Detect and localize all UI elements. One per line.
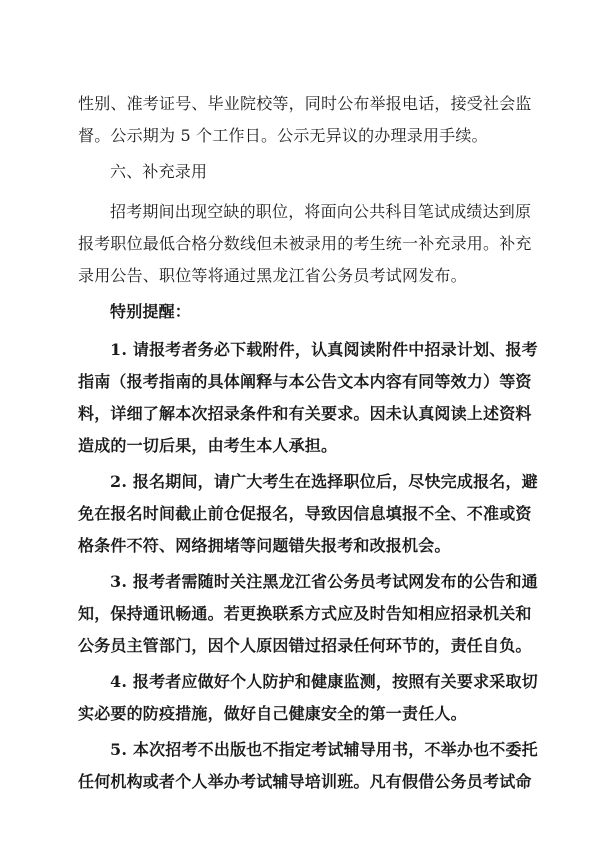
reminder-heading: 特别提醒： (110, 302, 192, 321)
reminder-item-line: 实必要的防疫措施，做好自己健康安全的第一责任人。 (78, 704, 467, 723)
reminder-item-line: 公务员主管部门，因个人原因错过招录任何环节的，责任自负。 (78, 636, 532, 655)
paragraph-line: 录用公告、职位等将通过黑龙江省公务员考试网发布。 (78, 266, 467, 285)
reminder-item-line: 料，详细了解本次招录条件和有关要求。因未认真阅读上述资料 (78, 404, 532, 423)
reminder-item-line: 3. 报考者需随时关注黑龙江省公务员考试网发布的公告和通 (110, 572, 538, 591)
section-heading: 六、补充录用 (110, 162, 208, 181)
paragraph-line: 督。公示期为 5 个工作日。公示无异议的办理录用手续。 (78, 126, 488, 145)
reminder-item-line: 知，保持通讯畅通。若更换联系方式应及时告知相应招录机关和 (78, 604, 532, 623)
reminder-item-line: 造成的一切后果，由考生本人承担。 (78, 436, 338, 455)
reminder-item-line: 免在报名时间截止前仓促报名，导致因信息填报不全、不准或资 (78, 504, 532, 523)
reminder-item-line: 4. 报考者应做好个人防护和健康监测，按照有关要求采取切 (110, 672, 538, 691)
paragraph-line: 招考期间出现空缺的职位，将面向公共科目笔试成绩达到原 (110, 202, 532, 221)
paragraph-line: 性别、准考证号、毕业院校等，同时公布举报电话，接受社会监 (78, 94, 532, 113)
reminder-item-line: 任何机构或者个人举办考试辅导培训班。凡有假借公务员考试命 (78, 772, 532, 791)
reminder-item-line: 指南（报考指南的具体阐释与本公告文本内容有同等效力）等资 (78, 372, 532, 391)
reminder-item-line: 2. 报名期间，请广大考生在选择职位后，尽快完成报名，避 (110, 472, 538, 491)
paragraph-line: 报考职位最低合格分数线但未被录用的考生统一补充录用。补充 (78, 234, 532, 253)
reminder-item-line: 格条件不符、网络拥堵等问题错失报考和改报机会。 (78, 536, 451, 555)
reminder-item-line: 1. 请报考者务必下载附件，认真阅读附件中招录计划、报考 (110, 340, 538, 359)
reminder-item-line: 5. 本次招考不出版也不指定考试辅导用书，不举办也不委托 (110, 740, 538, 759)
